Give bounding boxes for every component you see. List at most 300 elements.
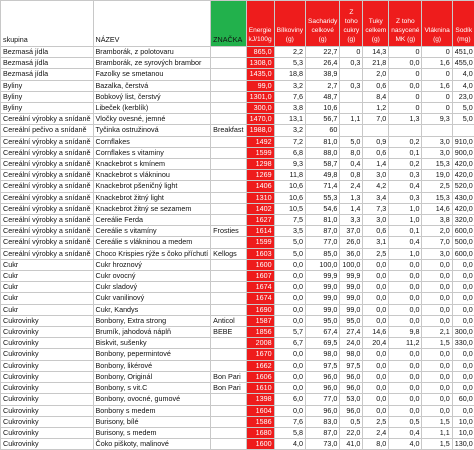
cell-energie[interactable]: 1614 (246, 226, 274, 237)
cell-sacharidy[interactable]: 100,0 (306, 259, 340, 270)
cell-cukry[interactable]: 26,0 (340, 237, 363, 248)
cell-znacka[interactable] (211, 427, 246, 438)
cell-nasycene[interactable]: 0,0 (389, 259, 422, 270)
cell-skupina[interactable]: Cereální výrobky a snídaně (1, 237, 94, 248)
cell-nasycene[interactable]: 0,0 (389, 304, 422, 315)
cell-znacka[interactable] (211, 282, 246, 293)
cell-sodik[interactable]: 455,0 (452, 58, 474, 69)
cell-bilkoviny[interactable]: 6,0 (274, 394, 305, 405)
cell-nasycene[interactable]: 0 (389, 103, 422, 114)
cell-nasycene[interactable]: 0,2 (389, 159, 422, 170)
cell-skupina[interactable]: Cereální výrobky a snídaně (1, 159, 94, 170)
cell-tuky[interactable]: 0,0 (363, 315, 389, 326)
cell-cukry[interactable]: 99,0 (340, 293, 363, 304)
cell-tuky[interactable]: 0,0 (363, 360, 389, 371)
cell-vlaknina[interactable]: 15,3 (422, 159, 452, 170)
cell-znacka[interactable] (211, 114, 246, 125)
cell-energie[interactable]: 1603 (246, 248, 274, 259)
cell-nasycene[interactable]: 0,0 (389, 282, 422, 293)
cell-tuky[interactable]: 7,0 (363, 114, 389, 125)
cell-bilkoviny[interactable]: 7,2 (274, 136, 305, 147)
cell-nazev[interactable]: Tyčinka ostružinová (93, 125, 211, 136)
cell-sacharidy[interactable]: 81,0 (306, 215, 340, 226)
cell-vlaknina[interactable]: 0 (422, 47, 452, 58)
cell-sodik[interactable]: 420,0 (452, 203, 474, 214)
cell-bilkoviny[interactable]: 0,0 (274, 349, 305, 360)
cell-sodik[interactable]: 320,0 (452, 215, 474, 226)
cell-sacharidy[interactable]: 99,0 (306, 304, 340, 315)
cell-nazev[interactable]: Cukr sladový (93, 282, 211, 293)
cell-skupina[interactable]: Cukrovinky (1, 360, 94, 371)
header-znacka[interactable]: ZNAČKA (211, 1, 246, 47)
cell-vlaknina[interactable]: 2,5 (422, 181, 452, 192)
cell-sodik[interactable]: 5,0 (452, 114, 474, 125)
cell-nazev[interactable]: Burisony, s medem (93, 427, 211, 438)
cell-nazev[interactable]: Knackebrot s vlákninou (93, 170, 211, 181)
cell-energie[interactable]: 1310 (246, 192, 274, 203)
cell-nazev[interactable]: Cukr hroznový (93, 259, 211, 270)
cell-sacharidy[interactable]: 58,7 (306, 159, 340, 170)
cell-nasycene[interactable]: 1,0 (389, 215, 422, 226)
cell-tuky[interactable]: 2,5 (363, 248, 389, 259)
cell-cukry[interactable]: 24,0 (340, 338, 363, 349)
cell-sodik[interactable]: 330,0 (452, 338, 474, 349)
cell-tuky[interactable]: 0,0 (363, 394, 389, 405)
cell-bilkoviny[interactable]: 10,6 (274, 181, 305, 192)
cell-bilkoviny[interactable]: 3,8 (274, 103, 305, 114)
cell-znacka[interactable] (211, 47, 246, 58)
cell-energie[interactable]: 300,0 (246, 103, 274, 114)
cell-energie[interactable]: 1674 (246, 282, 274, 293)
cell-vlaknina[interactable]: 7,0 (422, 237, 452, 248)
cell-nazev[interactable]: Fazolky se smetanou (93, 69, 211, 80)
cell-nazev[interactable]: Bonbony s medem (93, 405, 211, 416)
cell-cukry[interactable]: 36,0 (340, 248, 363, 259)
cell-nasycene[interactable]: 0,0 (389, 383, 422, 394)
cell-sodik[interactable]: 420,0 (452, 159, 474, 170)
cell-vlaknina[interactable]: 1,5 (422, 338, 452, 349)
cell-nazev[interactable]: Biskvit, sušenky (93, 338, 211, 349)
cell-sacharidy[interactable]: 99,9 (306, 271, 340, 282)
cell-nazev[interactable]: Vločky ovesné, jemné (93, 114, 211, 125)
cell-nasycene[interactable]: 0,4 (389, 237, 422, 248)
cell-sacharidy[interactable]: 97,5 (306, 360, 340, 371)
cell-energie[interactable]: 1402 (246, 203, 274, 214)
cell-znacka[interactable] (211, 203, 246, 214)
cell-vlaknina[interactable]: 1,5 (422, 439, 452, 450)
cell-tuky[interactable] (363, 125, 389, 136)
cell-tuky[interactable]: 0,6 (363, 226, 389, 237)
cell-vlaknina[interactable]: 1,6 (422, 58, 452, 69)
cell-tuky[interactable]: 4,2 (363, 181, 389, 192)
cell-bilkoviny[interactable]: 10,6 (274, 192, 305, 203)
cell-sodik[interactable]: 900,0 (452, 147, 474, 158)
cell-znacka[interactable] (211, 259, 246, 270)
cell-energie[interactable]: 1492 (246, 136, 274, 147)
cell-tuky[interactable]: 3,1 (363, 237, 389, 248)
cell-tuky[interactable]: 3,0 (363, 170, 389, 181)
cell-znacka[interactable] (211, 159, 246, 170)
cell-cukry[interactable]: 37,0 (340, 226, 363, 237)
cell-tuky[interactable]: 0,0 (363, 293, 389, 304)
cell-vlaknina[interactable]: 9,3 (422, 114, 452, 125)
cell-bilkoviny[interactable]: 5,0 (274, 248, 305, 259)
cell-energie[interactable]: 1662 (246, 360, 274, 371)
cell-nazev[interactable]: Bazalka, čerstvá (93, 80, 211, 91)
cell-energie[interactable]: 2008 (246, 338, 274, 349)
cell-znacka[interactable] (211, 192, 246, 203)
cell-cukry[interactable]: 27,4 (340, 327, 363, 338)
cell-tuky[interactable]: 0,6 (363, 80, 389, 91)
cell-nazev[interactable]: Cornflakes s vitaminy (93, 147, 211, 158)
cell-bilkoviny[interactable]: 3,2 (274, 80, 305, 91)
cell-znacka[interactable]: Bon Pari (211, 383, 246, 394)
cell-bilkoviny[interactable]: 5,8 (274, 427, 305, 438)
cell-sacharidy[interactable]: 48,7 (306, 91, 340, 102)
cell-energie[interactable]: 1627 (246, 215, 274, 226)
cell-tuky[interactable]: 2,0 (363, 69, 389, 80)
cell-sodik[interactable]: 0,0 (452, 271, 474, 282)
cell-nazev[interactable]: Bonbony, Originál (93, 371, 211, 382)
cell-nazev[interactable]: Bonbony, Extra strong (93, 315, 211, 326)
cell-sodik[interactable]: 910,0 (452, 136, 474, 147)
cell-skupina[interactable]: Cukrovinky (1, 427, 94, 438)
cell-energie[interactable]: 1269 (246, 170, 274, 181)
cell-nasycene[interactable]: 1,0 (389, 248, 422, 259)
cell-vlaknina[interactable]: 3,8 (422, 215, 452, 226)
cell-sodik[interactable]: 420,0 (452, 170, 474, 181)
cell-cukry[interactable] (340, 91, 363, 102)
cell-bilkoviny[interactable]: 11,8 (274, 170, 305, 181)
cell-sacharidy[interactable]: 95,0 (306, 315, 340, 326)
cell-bilkoviny[interactable]: 0,0 (274, 360, 305, 371)
cell-energie[interactable]: 1599 (246, 147, 274, 158)
cell-skupina[interactable]: Cereální výrobky a snídaně (1, 203, 94, 214)
cell-znacka[interactable] (211, 439, 246, 450)
cell-vlaknina[interactable]: 2,1 (422, 327, 452, 338)
cell-tuky[interactable]: 0,0 (363, 282, 389, 293)
cell-cukry[interactable]: 3,3 (340, 215, 363, 226)
cell-bilkoviny[interactable]: 0,0 (274, 259, 305, 270)
cell-vlaknina[interactable]: 0,0 (422, 259, 452, 270)
cell-znacka[interactable] (211, 181, 246, 192)
cell-sacharidy[interactable]: 98,0 (306, 349, 340, 360)
cell-nazev[interactable]: Cereálie s vitamíny (93, 226, 211, 237)
cell-cukry[interactable]: 5,0 (340, 136, 363, 147)
cell-bilkoviny[interactable]: 13,1 (274, 114, 305, 125)
cell-nasycene[interactable]: 0,5 (389, 416, 422, 427)
cell-nasycene[interactable]: 1,0 (389, 203, 422, 214)
cell-bilkoviny[interactable]: 0,0 (274, 271, 305, 282)
cell-nasycene[interactable]: 11,2 (389, 338, 422, 349)
cell-tuky[interactable]: 3,4 (363, 192, 389, 203)
cell-nazev[interactable]: Cereálie s vlákninou a medem (93, 237, 211, 248)
cell-nazev[interactable]: Cereálie Ferda (93, 215, 211, 226)
cell-vlaknina[interactable]: 0,0 (422, 349, 452, 360)
cell-nazev[interactable]: Bramborák, z polotovaru (93, 47, 211, 58)
cell-vlaknina[interactable]: 14,6 (422, 203, 452, 214)
cell-znacka[interactable] (211, 91, 246, 102)
cell-sacharidy[interactable]: 81,0 (306, 136, 340, 147)
cell-sacharidy[interactable]: 87,0 (306, 226, 340, 237)
cell-sacharidy[interactable]: 77,0 (306, 237, 340, 248)
cell-sodik[interactable]: 10,0 (452, 416, 474, 427)
cell-bilkoviny[interactable]: 4,0 (274, 439, 305, 450)
cell-nazev[interactable]: Bonbony, s vit.C (93, 383, 211, 394)
cell-sodik[interactable]: 0,0 (452, 383, 474, 394)
cell-cukry[interactable]: 99,0 (340, 304, 363, 315)
cell-vlaknina[interactable]: 3,0 (422, 248, 452, 259)
cell-nazev[interactable]: Knackebrot žitný se sezamem (93, 203, 211, 214)
cell-sacharidy[interactable]: 77,0 (306, 394, 340, 405)
cell-sacharidy[interactable]: 49,8 (306, 170, 340, 181)
cell-cukry[interactable]: 0,5 (340, 416, 363, 427)
cell-sodik[interactable]: 4,0 (452, 80, 474, 91)
cell-nazev[interactable]: Bonbony, likérové (93, 360, 211, 371)
cell-energie[interactable]: 1470,0 (246, 114, 274, 125)
cell-energie[interactable]: 1600 (246, 439, 274, 450)
cell-znacka[interactable] (211, 237, 246, 248)
cell-tuky[interactable]: 8,0 (363, 439, 389, 450)
cell-nazev[interactable]: Libeček (kerblík) (93, 103, 211, 114)
cell-bilkoviny[interactable]: 0,0 (274, 304, 305, 315)
header-skupina[interactable]: skupina (1, 1, 94, 47)
cell-tuky[interactable]: 3,0 (363, 215, 389, 226)
cell-bilkoviny[interactable]: 3,2 (274, 125, 305, 136)
cell-sacharidy[interactable]: 96,0 (306, 405, 340, 416)
cell-nasycene[interactable]: 0,3 (389, 192, 422, 203)
cell-energie[interactable]: 99,0 (246, 80, 274, 91)
cell-nazev[interactable]: Bramborák, ze syrových brambor (93, 58, 211, 69)
cell-energie[interactable]: 1599 (246, 237, 274, 248)
cell-sacharidy[interactable]: 26,4 (306, 58, 340, 69)
cell-sacharidy[interactable]: 83,0 (306, 416, 340, 427)
cell-bilkoviny[interactable]: 2,2 (274, 47, 305, 58)
header-cukry[interactable]: Z toho cukry (g) (340, 1, 363, 47)
header-nasycene[interactable]: Z toho nasycené MK (g) (389, 1, 422, 47)
cell-nasycene[interactable]: 0,3 (389, 170, 422, 181)
cell-nasycene[interactable]: 0 (389, 91, 422, 102)
cell-skupina[interactable]: Byliny (1, 80, 94, 91)
cell-sodik[interactable]: 0,0 (452, 405, 474, 416)
cell-energie[interactable]: 1308,0 (246, 58, 274, 69)
cell-skupina[interactable]: Byliny (1, 91, 94, 102)
cell-sodik[interactable]: 600,0 (452, 226, 474, 237)
cell-skupina[interactable]: Cukr (1, 293, 94, 304)
cell-skupina[interactable]: Bezmasá jídla (1, 69, 94, 80)
cell-cukry[interactable]: 98,0 (340, 349, 363, 360)
cell-vlaknina[interactable]: 0,0 (422, 383, 452, 394)
cell-sacharidy[interactable]: 96,0 (306, 383, 340, 394)
cell-cukry[interactable]: 95,0 (340, 315, 363, 326)
cell-sacharidy[interactable]: 22,7 (306, 47, 340, 58)
cell-sodik[interactable]: 500,0 (452, 237, 474, 248)
cell-nasycene[interactable]: 0,4 (389, 427, 422, 438)
cell-skupina[interactable]: Cukr (1, 271, 94, 282)
cell-bilkoviny[interactable]: 6,7 (274, 338, 305, 349)
cell-vlaknina[interactable]: 15,3 (422, 192, 452, 203)
cell-nasycene[interactable]: 0,0 (389, 315, 422, 326)
header-sodik[interactable]: Sodík (mg) (452, 1, 474, 47)
cell-bilkoviny[interactable]: 7,6 (274, 91, 305, 102)
cell-vlaknina[interactable]: 19,0 (422, 170, 452, 181)
cell-cukry[interactable]: 99,0 (340, 282, 363, 293)
cell-energie[interactable]: 1600 (246, 259, 274, 270)
cell-vlaknina[interactable]: 0,0 (422, 315, 452, 326)
cell-nazev[interactable]: Bonbony, ovocné, gumové (93, 394, 211, 405)
header-vlaknina[interactable]: Vláknina (g) (422, 1, 452, 47)
cell-energie[interactable]: 1674 (246, 293, 274, 304)
cell-skupina[interactable]: Cukrovinky (1, 383, 94, 394)
cell-skupina[interactable]: Bezmasá jídla (1, 58, 94, 69)
cell-sodik[interactable]: 0,0 (452, 282, 474, 293)
cell-sacharidy[interactable]: 87,0 (306, 427, 340, 438)
cell-nasycene[interactable]: 0,0 (389, 371, 422, 382)
cell-nasycene[interactable]: 0,1 (389, 226, 422, 237)
cell-cukry[interactable]: 0,3 (340, 80, 363, 91)
cell-sacharidy[interactable]: 96,0 (306, 371, 340, 382)
cell-tuky[interactable]: 0,6 (363, 147, 389, 158)
cell-znacka[interactable]: Breakfast (211, 125, 246, 136)
cell-energie[interactable]: 1298 (246, 159, 274, 170)
cell-skupina[interactable]: Byliny (1, 103, 94, 114)
cell-energie[interactable]: 1670 (246, 349, 274, 360)
cell-skupina[interactable]: Cukr (1, 304, 94, 315)
cell-sodik[interactable]: 430,0 (452, 192, 474, 203)
cell-sacharidy[interactable]: 10,6 (306, 103, 340, 114)
cell-vlaknina[interactable]: 0,0 (422, 282, 452, 293)
cell-vlaknina[interactable]: 0,0 (422, 304, 452, 315)
cell-nazev[interactable]: Knackebrot žitný light (93, 192, 211, 203)
cell-sodik[interactable]: 300,0 (452, 327, 474, 338)
cell-znacka[interactable] (211, 394, 246, 405)
cell-tuky[interactable]: 14,6 (363, 327, 389, 338)
cell-skupina[interactable]: Cukrovinky (1, 439, 94, 450)
cell-skupina[interactable]: Cukr (1, 259, 94, 270)
cell-bilkoviny[interactable]: 0,0 (274, 293, 305, 304)
cell-tuky[interactable]: 0,0 (363, 371, 389, 382)
cell-nasycene[interactable]: 0,2 (389, 136, 422, 147)
cell-sodik[interactable]: 23,0 (452, 91, 474, 102)
cell-nazev[interactable]: Cornflakes (93, 136, 211, 147)
cell-znacka[interactable] (211, 80, 246, 91)
cell-sodik[interactable]: 520,0 (452, 181, 474, 192)
cell-sacharidy[interactable]: 71,4 (306, 181, 340, 192)
cell-vlaknina[interactable]: 1,5 (422, 416, 452, 427)
cell-energie[interactable]: 1586 (246, 416, 274, 427)
cell-sodik[interactable]: 0,0 (452, 315, 474, 326)
cell-tuky[interactable]: 0,0 (363, 383, 389, 394)
cell-bilkoviny[interactable]: 18,8 (274, 69, 305, 80)
cell-energie[interactable]: 1607 (246, 271, 274, 282)
cell-skupina[interactable]: Cereální výrobky a snídaně (1, 248, 94, 259)
cell-bilkoviny[interactable]: 0,0 (274, 282, 305, 293)
cell-cukry[interactable] (340, 69, 363, 80)
cell-sacharidy[interactable]: 69,5 (306, 338, 340, 349)
cell-cukry[interactable]: 22,0 (340, 427, 363, 438)
cell-znacka[interactable] (211, 147, 246, 158)
cell-nasycene[interactable]: 0,0 (389, 293, 422, 304)
cell-znacka[interactable] (211, 349, 246, 360)
cell-bilkoviny[interactable]: 0,0 (274, 383, 305, 394)
cell-nazev[interactable]: Čoko piškoty, malinové (93, 439, 211, 450)
cell-nasycene[interactable]: 0,0 (389, 405, 422, 416)
cell-energie[interactable]: 865,0 (246, 47, 274, 58)
cell-bilkoviny[interactable]: 9,3 (274, 159, 305, 170)
cell-tuky[interactable]: 8,4 (363, 91, 389, 102)
cell-vlaknina[interactable]: 0,0 (422, 371, 452, 382)
cell-cukry[interactable]: 8,0 (340, 147, 363, 158)
cell-tuky[interactable]: 1,2 (363, 103, 389, 114)
cell-znacka[interactable] (211, 416, 246, 427)
cell-skupina[interactable]: Cereální výrobky a snídaně (1, 181, 94, 192)
cell-skupina[interactable]: Cukrovinky (1, 394, 94, 405)
cell-sacharidy[interactable]: 67,4 (306, 327, 340, 338)
header-nazev[interactable]: NÁZEV (93, 1, 211, 47)
cell-skupina[interactable]: Cereální výrobky a snídaně (1, 114, 94, 125)
cell-znacka[interactable] (211, 103, 246, 114)
cell-bilkoviny[interactable]: 10,5 (274, 203, 305, 214)
cell-znacka[interactable] (211, 69, 246, 80)
cell-energie[interactable]: 1587 (246, 315, 274, 326)
cell-bilkoviny[interactable]: 5,0 (274, 237, 305, 248)
cell-vlaknina[interactable]: 3,0 (422, 147, 452, 158)
cell-znacka[interactable] (211, 136, 246, 147)
cell-bilkoviny[interactable]: 0,0 (274, 371, 305, 382)
cell-vlaknina[interactable]: 0 (422, 69, 452, 80)
cell-energie[interactable]: 1680 (246, 427, 274, 438)
cell-energie[interactable]: 1606 (246, 371, 274, 382)
cell-nasycene[interactable]: 0 (389, 47, 422, 58)
cell-sacharidy[interactable]: 54,6 (306, 203, 340, 214)
cell-nasycene[interactable]: 1,3 (389, 114, 422, 125)
cell-sacharidy[interactable]: 56,7 (306, 114, 340, 125)
cell-tuky[interactable]: 0,0 (363, 405, 389, 416)
cell-skupina[interactable]: Cereální výrobky a snídaně (1, 136, 94, 147)
cell-vlaknina[interactable]: 1,6 (422, 80, 452, 91)
cell-sacharidy[interactable]: 55,3 (306, 192, 340, 203)
cell-skupina[interactable]: Cereální výrobky a snídaně (1, 226, 94, 237)
cell-tuky[interactable]: 14,3 (363, 47, 389, 58)
cell-nasycene[interactable]: 0 (389, 69, 422, 80)
cell-nazev[interactable]: Burisony, bílé (93, 416, 211, 427)
cell-nazev[interactable]: Cukr ovocný (93, 271, 211, 282)
cell-cukry[interactable]: 100,0 (340, 259, 363, 270)
cell-skupina[interactable]: Cukrovinky (1, 315, 94, 326)
cell-znacka[interactable] (211, 58, 246, 69)
cell-cukry[interactable]: 2,4 (340, 181, 363, 192)
cell-sodik[interactable]: 130,0 (452, 439, 474, 450)
cell-cukry[interactable]: 99,9 (340, 271, 363, 282)
cell-skupina[interactable]: Bezmasá jídla (1, 47, 94, 58)
cell-cukry[interactable]: 1,3 (340, 192, 363, 203)
cell-bilkoviny[interactable]: 0,0 (274, 405, 305, 416)
cell-tuky[interactable]: 2,5 (363, 416, 389, 427)
cell-sodik[interactable]: 4,0 (452, 69, 474, 80)
cell-sodik[interactable]: 0,0 (452, 371, 474, 382)
cell-cukry[interactable] (340, 125, 363, 136)
cell-cukry[interactable] (340, 103, 363, 114)
cell-znacka[interactable] (211, 293, 246, 304)
cell-vlaknina[interactable]: 0,0 (422, 405, 452, 416)
cell-sodik[interactable] (452, 125, 474, 136)
cell-nazev[interactable]: Choco Krispies rýže s čoko příchutí (93, 248, 211, 259)
cell-vlaknina[interactable] (422, 125, 452, 136)
cell-nazev[interactable]: Brumík, jahodová náplň (93, 327, 211, 338)
cell-cukry[interactable]: 0,3 (340, 58, 363, 69)
cell-skupina[interactable]: Cukrovinky (1, 327, 94, 338)
cell-cukry[interactable]: 41,0 (340, 439, 363, 450)
